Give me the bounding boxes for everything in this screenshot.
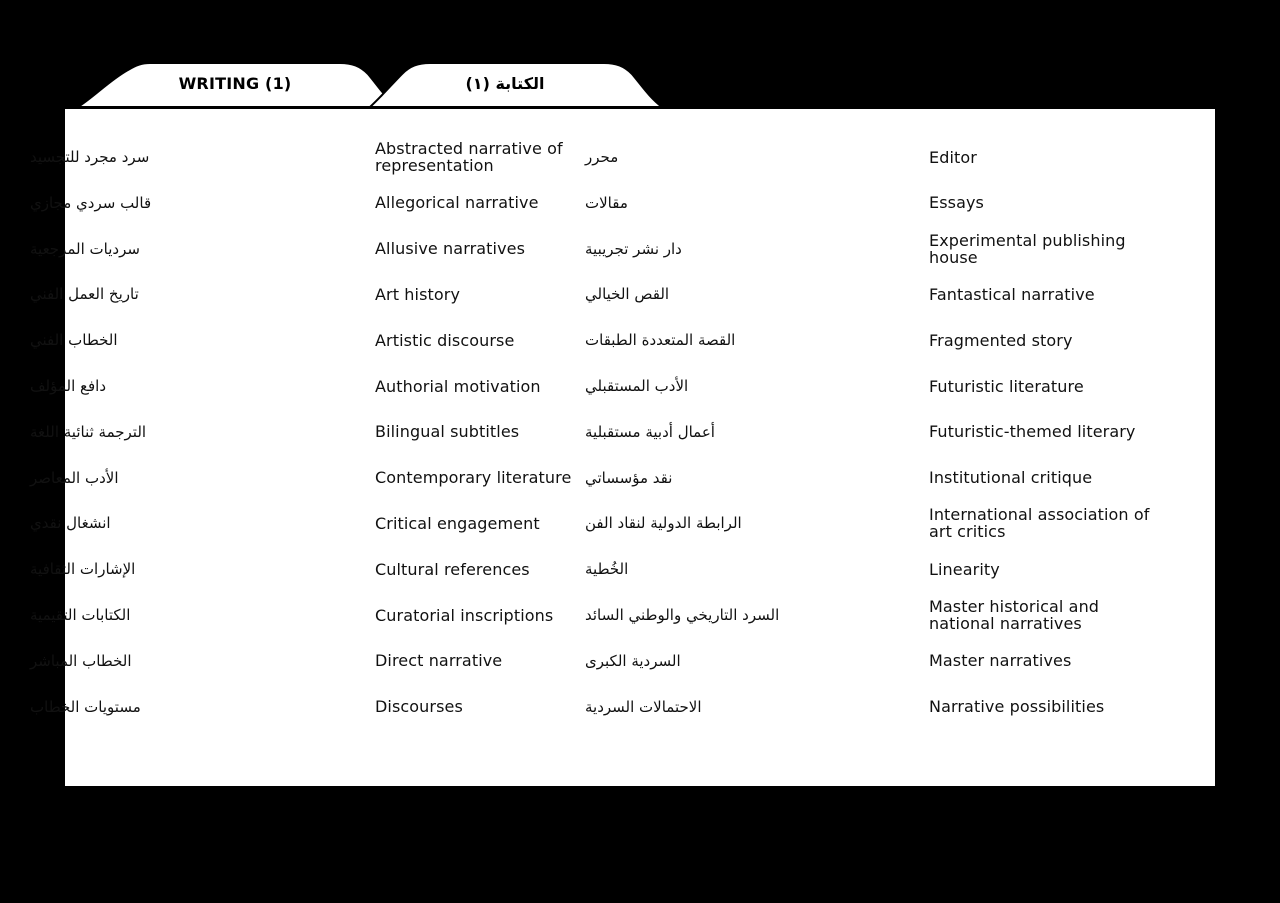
- glossary-term-ar: الرابطة الدولية لنقاد الفن: [585, 514, 742, 533]
- glossary-term-ar: القص الخيالي: [585, 285, 670, 304]
- glossary-term-ar: الإشارات الثقافية: [30, 560, 136, 579]
- glossary-term-en: Experimental publishing house: [929, 230, 1126, 267]
- glossary-term-ar: انشغال نقدي: [30, 514, 111, 533]
- glossary-term-en: Linearity: [929, 559, 1000, 579]
- glossary-term-ar: الأدب المعاصر: [30, 468, 119, 487]
- tab-writing-en[interactable]: WRITING (1): [178, 74, 292, 93]
- glossary-term-en: Authorial motivation: [375, 376, 541, 396]
- glossary-term-ar: الخطاب المباشر: [30, 651, 132, 670]
- glossary-term-ar: سرديات المرجعية: [30, 239, 140, 258]
- glossary-term-ar: مقالات: [585, 193, 628, 212]
- glossary-term-ar: الكتابات التقيمية: [30, 606, 131, 624]
- glossary-term-en: Futuristic literature: [929, 376, 1084, 396]
- glossary-term-ar: دافع المؤلف: [30, 377, 107, 395]
- glossary-term-en: Artistic discourse: [375, 330, 515, 350]
- glossary-term-ar: سرد مجرد للتجسيد: [30, 148, 150, 166]
- glossary-term-ar: الاحتمالات السردية: [585, 697, 702, 716]
- glossary-term-en: Art history: [375, 284, 461, 304]
- glossary-panel: [30, 107, 1215, 786]
- glossary-term-en: Institutional critique: [929, 468, 1093, 488]
- glossary-term-en: Bilingual subtitles: [375, 422, 520, 442]
- glossary-term-ar: السردية الكبرى: [585, 651, 681, 670]
- glossary-term-en: Allusive narratives: [375, 239, 526, 259]
- glossary-term-ar: الترجمة ثنائية اللغة: [30, 422, 147, 441]
- glossary-term-en: Master narratives: [929, 651, 1072, 671]
- glossary-term-en: International association of art critics: [929, 505, 1150, 542]
- glossary-term-en: Essays: [929, 193, 984, 213]
- glossary-term-en: Editor: [929, 147, 977, 167]
- glossary-term-en: Narrative possibilities: [929, 697, 1105, 717]
- glossary-term-en: Fragmented story: [929, 330, 1073, 350]
- glossary-term-ar: محرر: [585, 148, 619, 166]
- glossary-term-ar: القصة المتعددة الطبقات: [585, 331, 736, 350]
- glossary-term-ar: دار نشر تجريبية: [585, 239, 682, 258]
- glossary-term-ar: تاريخ العمل الفني: [30, 285, 139, 304]
- glossary-term-ar: مستويات الخطاب: [30, 697, 141, 716]
- glossary-term-en: Cultural references: [375, 559, 530, 579]
- glossary-term-ar: أعمال أدبية مستقبلية: [585, 422, 715, 441]
- glossary-term-en: Master historical and national narratives: [929, 597, 1100, 633]
- glossary-term-ar: الخطاب الفني: [30, 331, 118, 350]
- glossary-term-en: Allegorical narrative: [375, 193, 539, 213]
- tab-bar: [0, 0, 1280, 110]
- glossary-term-en: Curatorial inscriptions: [375, 605, 554, 625]
- glossary-term-en: Contemporary literature: [375, 468, 572, 488]
- glossary-term-en: Fantastical narrative: [929, 284, 1095, 304]
- glossary-term-en: Direct narrative: [375, 651, 503, 671]
- glossary-term-en: Discourses: [375, 697, 463, 717]
- glossary-term-ar: السرد التاريخي والوطني السائد: [585, 606, 780, 624]
- glossary-term-ar: الخُطية: [585, 560, 629, 579]
- glossary-term-ar: الأدب المستقبلي: [585, 377, 689, 395]
- glossary-term-en: Futuristic-themed literary: [929, 422, 1136, 442]
- glossary-term-en: Abstracted narrative of representation: [375, 139, 563, 175]
- glossary-term-ar: قالب سردي مجازي: [30, 193, 152, 212]
- tab-writing-ar[interactable]: الكتابة (١): [465, 74, 545, 93]
- glossary-term-ar: نقد مؤسساتي: [585, 468, 673, 487]
- glossary-term-en: Critical engagement: [375, 513, 540, 533]
